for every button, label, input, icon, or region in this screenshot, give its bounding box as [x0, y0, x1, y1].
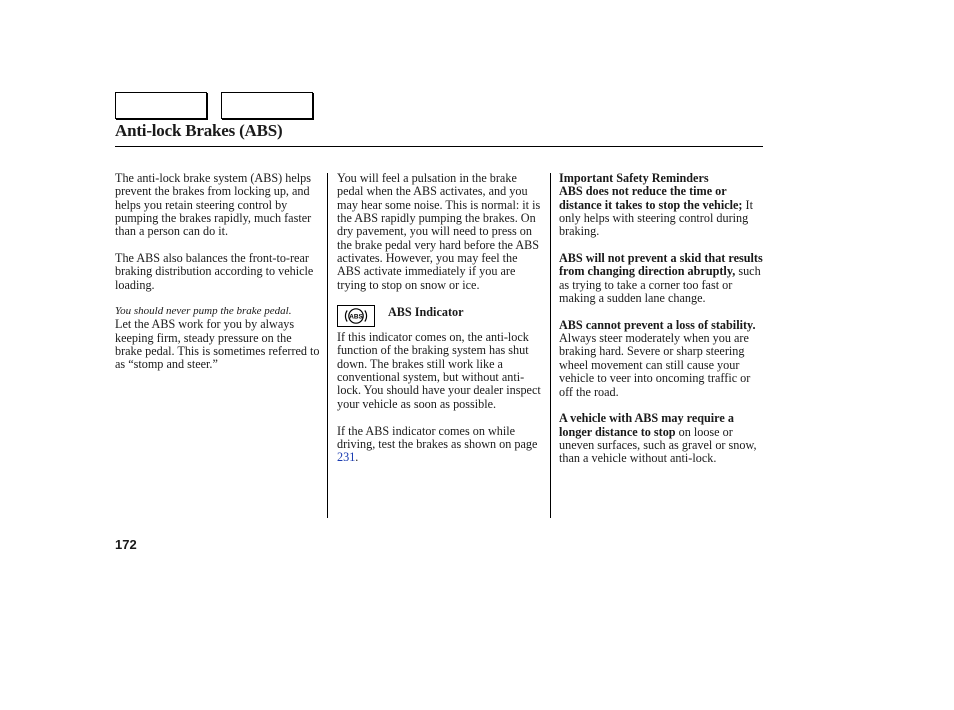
- reminder-1-text: It only helps with steering control during braking.: [559, 197, 753, 239]
- page-number: 172: [115, 537, 137, 552]
- pump-note: You should never pump the brake pedal.: [115, 305, 292, 318]
- test-brakes-period: .: [355, 450, 359, 465]
- reminder-2-bold: ABS will not prevent a skid that results from changing direction abruptly,: [559, 251, 763, 279]
- reminder-4: [559, 412, 764, 465]
- abs-indicator-heading: ABS Indicator: [388, 305, 464, 320]
- reminder-3-text: Always steer moderately when you are braking hard. Severe or sharp steering wheel movement can still cause your vehicle to veer into oncoming traffic or off the road.: [559, 331, 751, 399]
- page-231-link[interactable]: 231: [337, 450, 356, 465]
- reminder-2: [559, 252, 764, 305]
- intro-paragraph: The anti-lock brake system (ABS) helps prevent the brakes from locking up, and helps you retain steering control by pumping the brakes rapidly, much faster than a person can do it.: [115, 171, 312, 239]
- reminder-1-bold: ABS does not reduce the time or distance it takes to stop the vehicle;: [559, 184, 743, 212]
- reminder-3: [559, 319, 764, 399]
- nav-next-button[interactable]: [221, 92, 313, 119]
- distribution-paragraph: The ABS also balances the front-to-rear braking distribution according to vehicle loading.: [115, 251, 314, 292]
- column-middle: [337, 172, 543, 465]
- page-title: Anti-lock Brakes (ABS): [115, 121, 283, 140]
- abs-icon-text: ABS: [349, 313, 363, 321]
- column-divider: [550, 173, 551, 518]
- pulsation-paragraph: You will feel a pulsation in the brake pedal when the ABS activates, and you may hear some noise. This is normal: it is the ABS rapidly pumping the brakes. On dry pavement, you will need to press on the brake pedal very hard before the ABS activates. However, you may feel the ABS activate immediately if you are trying to stop on snow or ice.: [337, 171, 541, 292]
- reminder-4-bold: A vehicle with ABS may require a longer distance to stop: [559, 411, 734, 439]
- nav-prev-button[interactable]: [115, 92, 207, 119]
- column-left: [115, 172, 320, 372]
- reminder-4-text: on loose or uneven surfaces, such as gravel or snow, than a vehicle without anti-lock.: [559, 424, 757, 466]
- abs-indicator-row: [337, 305, 543, 327]
- abs-warning-icon: [337, 305, 375, 327]
- test-brakes-paragraph: [337, 425, 543, 465]
- safety-reminders-heading: Important Safety Reminders: [559, 171, 709, 185]
- abs-symbol-icon: [341, 307, 371, 325]
- indicator-paragraph: If this indicator comes on, the anti-lock function of the braking system has shut down. The brakes still work like a conventional system, but without anti-lock. You should have your dealer inspect your vehicle as soon as possible.: [337, 330, 541, 411]
- column-right: [559, 172, 764, 466]
- stomp-steer-paragraph: Let the ABS work for you by always keeping firm, steady pressure on the brake pedal. This is sometimes referred to as “stomp and steer.”: [115, 317, 320, 372]
- reminder-2-text: such as trying to take a corner too fast or making a sudden lane change.: [559, 264, 761, 306]
- safety-reminders-block: [559, 172, 764, 239]
- column-divider: [327, 173, 328, 518]
- test-brakes-text: If the ABS indicator comes on while driving, test the brakes as shown on page: [337, 423, 538, 451]
- title-divider: [115, 146, 763, 147]
- reminder-3-bold: ABS cannot prevent a loss of stability.: [559, 317, 756, 332]
